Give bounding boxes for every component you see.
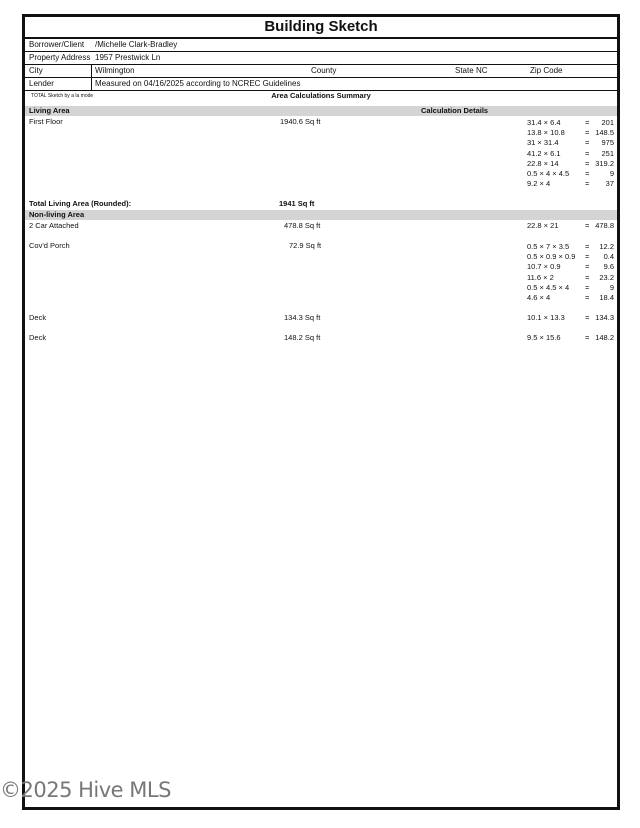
- calc-value: 148.5: [595, 128, 614, 138]
- borrower-label: Borrower/Client: [29, 40, 85, 49]
- calc-equals: =: [585, 282, 590, 292]
- calc-line: [527, 313, 614, 323]
- calc-line: [527, 149, 614, 159]
- calc-line: [527, 333, 614, 343]
- calc-expression: 10.7 × 0.9: [527, 262, 561, 272]
- calc-expression: 0.5 × 4.5 × 4: [527, 282, 570, 292]
- calc-equals: =: [585, 118, 590, 127]
- calc-line: [527, 242, 614, 252]
- calc-line: [527, 252, 614, 262]
- living-area-header: [25, 106, 617, 116]
- calc-value: 37: [605, 179, 614, 189]
- divider: [91, 78, 92, 90]
- deck2-area: 148.2 Sq ft: [284, 333, 321, 342]
- nonliving-area-label: Non-living Area: [29, 210, 85, 219]
- calc-equals: =: [585, 158, 590, 168]
- calc-expression: 41.2 × 6.1: [527, 148, 561, 158]
- city-row: [25, 65, 617, 78]
- calc-equals: =: [585, 252, 590, 262]
- calc-line: [527, 169, 614, 179]
- city-label: City: [29, 66, 43, 75]
- county-label: County: [311, 66, 337, 75]
- calc-line: [527, 128, 614, 138]
- calc-value: 12.2: [599, 242, 614, 251]
- summary-title-row: [25, 91, 617, 102]
- calc-line: [527, 159, 614, 169]
- city-value: Wilmington: [95, 66, 135, 75]
- calc-line: [527, 138, 614, 148]
- first-floor-area: 1940.6 Sq ft: [280, 117, 321, 126]
- calc-expression: 0.5 × 4 × 4.5: [527, 169, 570, 178]
- calc-equals: =: [585, 138, 590, 148]
- calc-value: 319.2: [595, 158, 614, 168]
- deck2-label: Deck: [29, 333, 47, 342]
- calc-equals: =: [585, 272, 590, 282]
- calc-equals: =: [585, 221, 590, 230]
- calc-equals: =: [585, 293, 590, 302]
- garage-label: 2 Car Attached: [29, 221, 79, 230]
- total-living-label: Total Living Area (Rounded):: [29, 199, 132, 208]
- porch-label: Cov'd Porch: [29, 241, 70, 250]
- lender-row: [25, 78, 617, 91]
- calc-value: 9: [609, 169, 614, 178]
- calc-details-label: Calculation Details: [421, 106, 489, 115]
- calc-equals: =: [585, 333, 590, 342]
- calc-equals: =: [585, 179, 590, 189]
- lender-label: Lender: [29, 79, 54, 88]
- calc-value: 9: [609, 282, 614, 292]
- software-note: TOTAL Sketch by a la mode: [31, 93, 94, 99]
- calc-equals: =: [585, 128, 590, 138]
- calc-line: [527, 221, 614, 231]
- calc-line: [527, 118, 614, 128]
- calc-expression: 0.5 × 0.9 × 0.9: [527, 252, 576, 262]
- page-title: Building Sketch: [25, 17, 617, 39]
- calc-value: 134.3: [595, 313, 614, 322]
- deck1-label: Deck: [29, 313, 47, 322]
- state-value: NC: [476, 66, 488, 75]
- total-living-value: 1941 Sq ft: [279, 199, 315, 208]
- porch-area: 72.9 Sq ft: [289, 241, 322, 250]
- calc-expression: 9.2 × 4: [527, 179, 551, 189]
- calc-line: [527, 293, 614, 303]
- state-label: State: [455, 66, 474, 75]
- calc-line: [527, 179, 614, 189]
- calc-value: 148.2: [595, 333, 614, 342]
- address-row: [25, 52, 617, 65]
- borrower-value: /Michelle Clark-Bradley: [95, 40, 178, 49]
- calc-expression: 31.4 × 6.4: [527, 118, 561, 127]
- first-floor-label: First Floor: [29, 117, 63, 126]
- sketch-page: [22, 14, 620, 810]
- calc-equals: =: [585, 148, 590, 158]
- calc-value: 201: [601, 118, 614, 127]
- calc-equals: =: [585, 169, 590, 178]
- living-area-label: Living Area: [29, 106, 70, 115]
- calc-expression: 31 × 31.4: [527, 138, 559, 148]
- summary-title: Area Calculations Summary: [271, 91, 371, 100]
- zip-label: Zip Code: [530, 66, 563, 75]
- calc-expression: 9.5 × 15.6: [527, 333, 561, 342]
- nonliving-area-header: [25, 210, 617, 220]
- watermark: ©2025 Hive MLS: [0, 778, 171, 802]
- calc-expression: 0.5 × 7 × 3.5: [527, 242, 570, 251]
- calc-expression: 4.6 × 4: [527, 293, 551, 302]
- calc-expression: 22.8 × 21: [527, 221, 559, 230]
- calc-value: 0.4: [603, 252, 614, 262]
- calc-value: 18.4: [599, 293, 614, 302]
- calc-line: [527, 283, 614, 293]
- calc-value: 251: [601, 148, 614, 158]
- calc-expression: 11.6 × 2: [527, 272, 554, 282]
- calc-expression: 22.8 × 14: [527, 158, 559, 168]
- divider: [91, 65, 92, 77]
- calc-equals: =: [585, 262, 590, 272]
- calc-value: 23.2: [599, 272, 614, 282]
- garage-area: 478.8 Sq ft: [284, 221, 321, 230]
- calc-value: 975: [601, 138, 614, 148]
- borrower-row: [25, 39, 617, 52]
- calc-line: [527, 273, 614, 283]
- calc-expression: 13.8 × 10.8: [527, 128, 565, 138]
- calc-expression: 10.1 × 13.3: [527, 313, 565, 322]
- calc-equals: =: [585, 242, 590, 251]
- lender-value: Measured on 04/16/2025 according to NCREC Guidelines: [95, 79, 301, 88]
- deck1-area: 134.3 Sq ft: [284, 313, 321, 322]
- calc-equals: =: [585, 313, 590, 322]
- address-value: 1957 Prestwick Ln: [95, 53, 161, 62]
- calc-value: 9.6: [603, 262, 614, 272]
- calc-line: [527, 262, 614, 272]
- address-label: Property Address: [29, 53, 91, 62]
- calc-value: 478.8: [595, 221, 614, 230]
